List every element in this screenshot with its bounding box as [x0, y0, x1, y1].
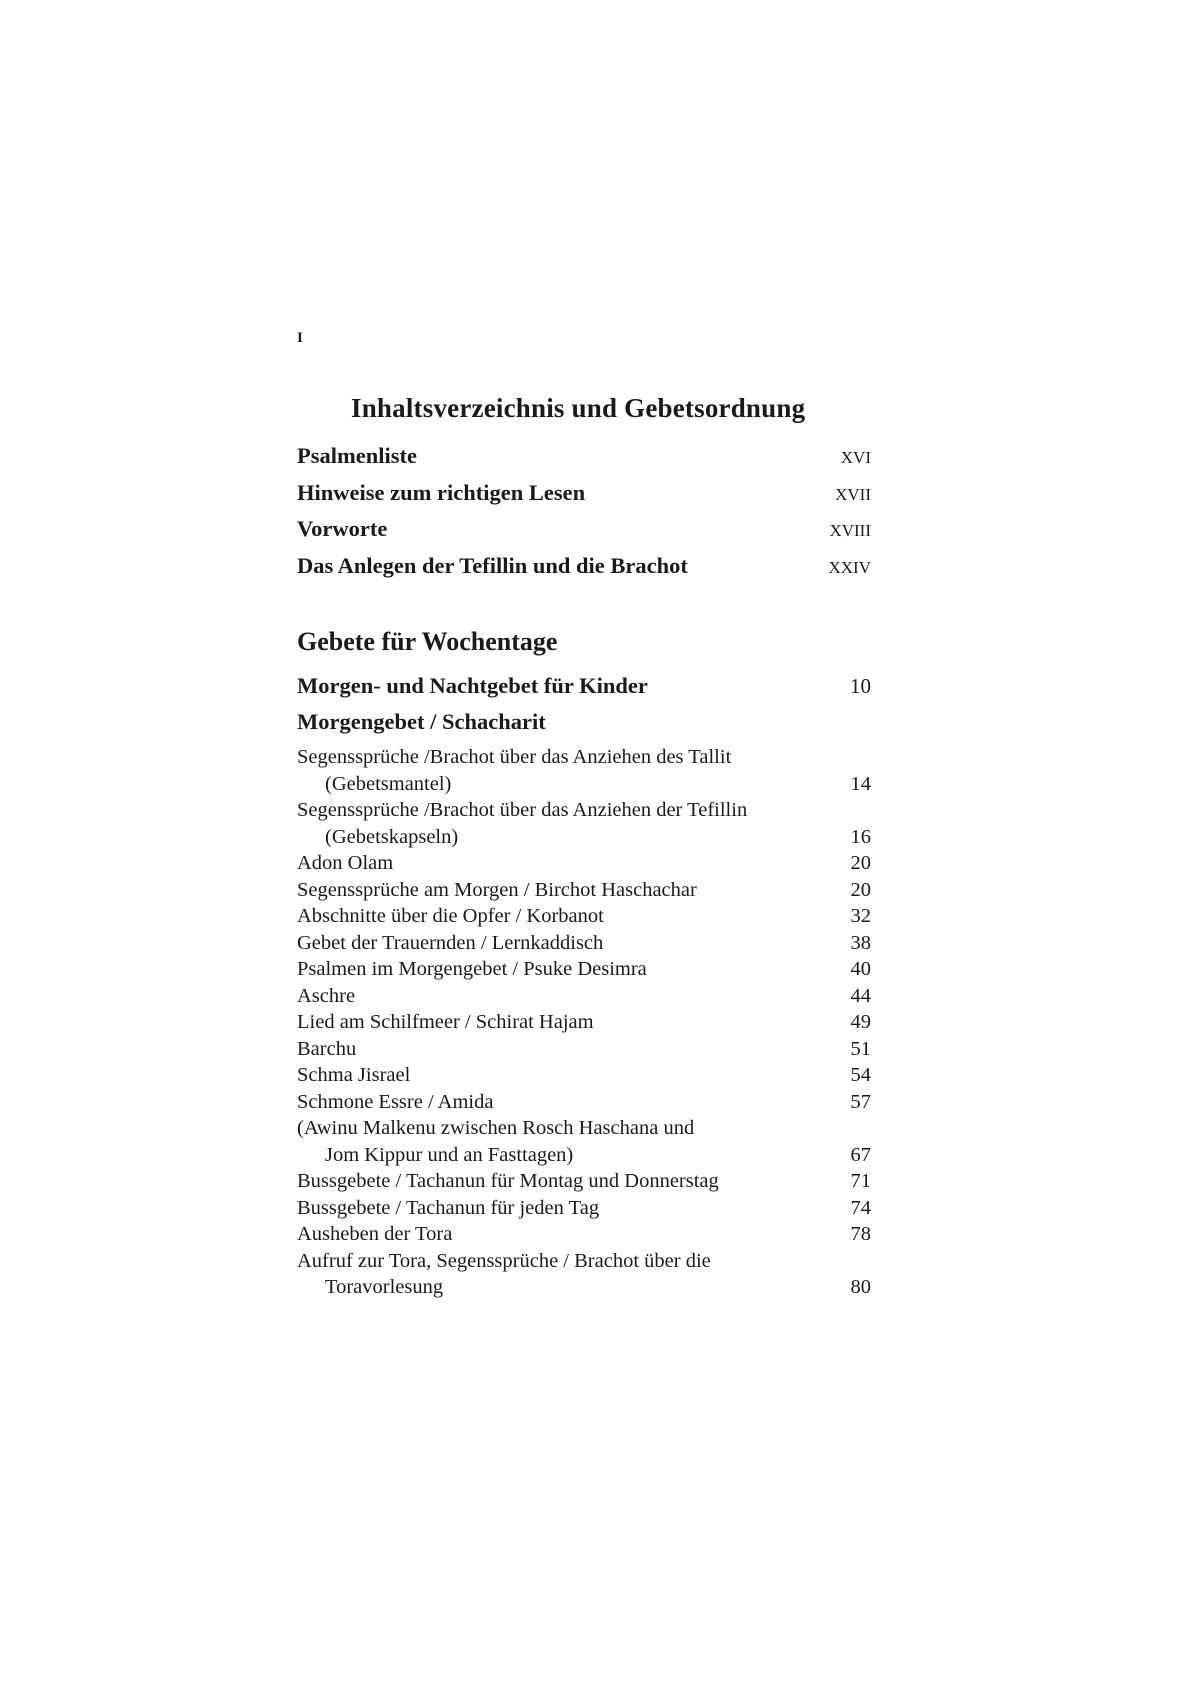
toc-page-number: 57: [850, 1090, 871, 1113]
toc-subheading-row: [297, 673, 871, 709]
toc-entry-line: Segenssprüche /Brachot über das Anziehen der Tefillin: [297, 799, 748, 821]
toc-page-number: 54: [850, 1064, 871, 1086]
toc-entry-line: Schma Jisrael: [297, 1064, 411, 1086]
toc-entry-line: Bussgebete / Tachanun für Montag und Donnerstag: [297, 1170, 719, 1192]
toc-entry-line: Gebet der Trauernden / Lernkaddisch: [297, 931, 604, 954]
toc-page-number: 78: [850, 1223, 871, 1245]
toc-entry: [297, 797, 871, 850]
toc-entry-continuation: (Gebetskapseln): [325, 825, 459, 848]
toc-page-number: 71: [850, 1170, 871, 1192]
toc-page-number: XXIV: [828, 557, 871, 577]
toc-page-number: 38: [850, 931, 871, 954]
toc-entry-line: Schmone Essre / Amida: [297, 1090, 494, 1113]
toc-page-number: 20: [850, 878, 871, 901]
front-matter-list: [297, 443, 871, 589]
toc-entry: [297, 983, 871, 1010]
toc-entry: [297, 1115, 871, 1168]
toc-entry: [297, 1168, 871, 1195]
toc-row: [297, 443, 871, 480]
toc-entry-line: Adon Olam: [297, 852, 394, 874]
toc-entry-line: Lied am Schilfmeer / Schirat Hajam: [297, 1011, 594, 1033]
page-title: Inhaltsverzeichnis und Gebetsordnung: [351, 393, 806, 423]
toc-page-number: 67: [850, 1143, 871, 1166]
toc-subheading-row: [297, 709, 871, 745]
toc-entries: [297, 744, 871, 1301]
toc-entry: [297, 1221, 871, 1248]
page-number: I: [297, 330, 303, 346]
toc-entry-continuation: (Gebetsmantel): [325, 772, 452, 795]
toc-entry-line: Aufruf zur Tora, Segenssprüche / Brachot über die: [297, 1249, 711, 1272]
toc-row: [297, 553, 871, 590]
toc-entry: [297, 903, 871, 930]
toc-page-number: XVI: [840, 448, 871, 467]
toc-page-number: 40: [850, 958, 871, 980]
toc-entry-line: Segenssprüche am Morgen / Birchot Haschachar: [297, 878, 697, 901]
toc-entry: [297, 850, 871, 877]
toc-page-number: XVIII: [829, 521, 871, 540]
toc-entry: [297, 930, 871, 957]
toc-entry: [297, 1036, 871, 1063]
toc-entry: [297, 956, 871, 983]
toc-entry: [297, 1248, 871, 1301]
toc-page-number: 80: [850, 1276, 871, 1298]
toc-page-number: 32: [850, 905, 871, 927]
toc-page-number: 16: [850, 825, 871, 848]
toc-entry-label: Das Anlegen der Tefillin und die Brachot: [297, 552, 688, 578]
toc-page-number: XVII: [835, 484, 871, 504]
toc-entry: [297, 1195, 871, 1222]
toc-entry: [297, 877, 871, 904]
toc-entry-line: Segenssprüche /Brachot über das Anziehen des Tallit: [297, 746, 732, 768]
toc-page-number: 51: [850, 1037, 871, 1060]
toc-subheading-label: Morgengebet / Schacharit: [297, 709, 546, 734]
subheading-list: [297, 673, 871, 745]
toc-entry-line: Abschnitte über die Opfer / Korbanot: [297, 905, 604, 927]
toc-entry: [297, 1009, 871, 1036]
toc-page-number: 10: [850, 674, 871, 698]
toc-entry-line: Ausheben der Tora: [297, 1223, 453, 1245]
toc-entry-line: (Awinu Malkenu zwischen Rosch Haschana und: [297, 1117, 695, 1139]
toc-page-number: 44: [850, 984, 871, 1007]
toc-entry-line: Bussgebete / Tachanun für jeden Tag: [297, 1196, 600, 1219]
toc-entry: [297, 1089, 871, 1116]
toc-page-number: 14: [850, 772, 871, 795]
toc-entry-label: Psalmenliste: [297, 443, 417, 468]
toc-entry-line: Barchu: [297, 1037, 357, 1060]
toc-row: [297, 516, 871, 553]
toc-page-number: 74: [850, 1196, 871, 1219]
section-heading: Gebete für Wochentage: [297, 627, 558, 656]
toc-entry-line: Aschre: [297, 984, 356, 1007]
toc-entry: [297, 744, 871, 797]
toc-subheading-label: Morgen- und Nachtgebet für Kinder: [297, 673, 648, 698]
toc-page-number: 49: [850, 1011, 871, 1033]
toc-page-number: 20: [850, 852, 871, 874]
toc-entry-continuation: Jom Kippur und an Fasttagen): [325, 1143, 574, 1166]
toc-row: [297, 480, 871, 517]
toc-entry-label: Vorworte: [297, 516, 388, 541]
toc-entry: [297, 1062, 871, 1089]
toc-entry-line: Psalmen im Morgengebet / Psuke Desimra: [297, 958, 647, 980]
toc-entry-continuation: Toravorlesung: [325, 1276, 444, 1298]
toc-entry-label: Hinweise zum richtigen Lesen: [297, 479, 586, 505]
